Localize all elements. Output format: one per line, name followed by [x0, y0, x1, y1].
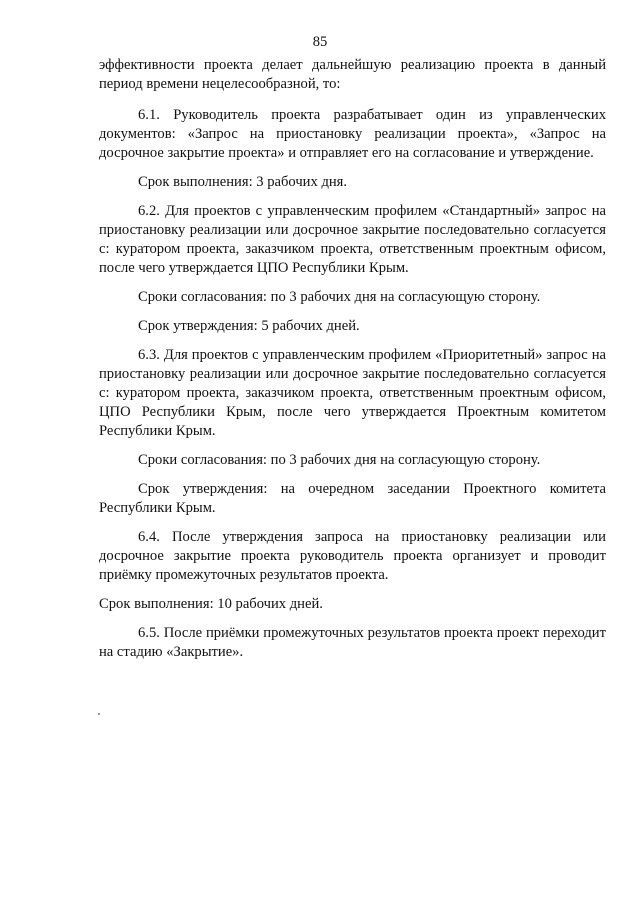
- paragraph-deadline-6-1: Срок выполнения: 3 рабочих дня.: [138, 174, 348, 190]
- paragraph-approval-terms-6-2: Сроки согласования: по 3 рабочих дня на согласующую сторону.: [138, 289, 541, 305]
- paragraph-6-1: 6.1. Руководитель проекта разрабатывает один из управленческих документов: «Запрос на приостановку реализации проекта», «Запрос на досрочное закрытие проекта» и отправляет его на согласование и утверждение.: [99, 107, 606, 161]
- paragraph-approval-terms-6-3: Сроки согласования: по 3 рабочих дня на согласующую сторону.: [138, 452, 541, 468]
- document-body: [99, 56, 606, 662]
- paragraph-6-4: 6.4. После утверждения запроса на приостановку реализации или досрочное закрытие проекта руководитель проекта организует и проводит приёмку промежуточных результатов проекта.: [99, 529, 606, 583]
- paragraph-confirmation-term-6-2: Срок утверждения: 5 рабочих дней.: [138, 318, 360, 334]
- paragraph-6-2: 6.2. Для проектов с управленческим профилем «Стандартный» запрос на приостановку реализации или досрочное закрытие последовательно согласуется с: куратором проекта, заказчиком проекта, ответственным проектным офисом, после чего утверждается ЦПО Республики Крым.: [99, 203, 606, 276]
- paragraph-deadline-6-4: Срок выполнения: 10 рабочих дней.: [99, 596, 323, 612]
- paragraph-intro-continuation: эффективности проекта делает дальнейшую реализацию проекта в данный период времени нецелесообразной, то:: [99, 57, 606, 92]
- scan-speck: [98, 713, 100, 715]
- paragraph-6-5: 6.5. После приёмки промежуточных результатов проекта проект переходит на стадию «Закрытие».: [99, 625, 606, 660]
- paragraph-confirmation-term-6-3: Срок утверждения: на очередном заседании Проектного комитета Республики Крым.: [99, 481, 606, 516]
- page-number: 85: [312, 34, 328, 50]
- paragraph-6-3: 6.3. Для проектов с управленческим профилем «Приоритетный» запрос на приостановку реализации или досрочное закрытие последовательно согласуется с: куратором проекта, заказчиком проекта, ответственным проектным офисом, ЦПО Республики Крым, после чего утверждается Проектным комитетом Республики Крым.: [99, 347, 606, 439]
